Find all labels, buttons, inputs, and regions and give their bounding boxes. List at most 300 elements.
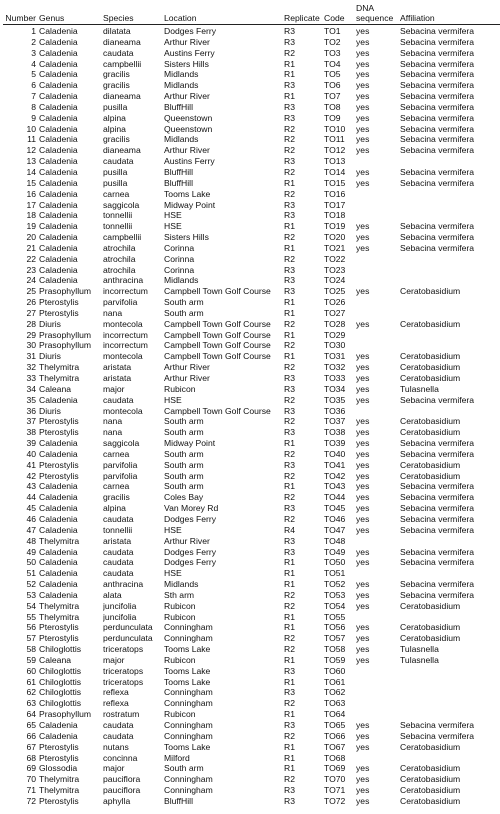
cell-location: Arthur River	[164, 373, 210, 383]
cell-genus: Thelymitra	[39, 373, 80, 383]
table-row	[3, 449, 500, 460]
cell-affiliation: Ceratobasidium	[400, 286, 461, 297]
cell-affiliation: Sebacina vermifera	[400, 448, 475, 459]
cell-location: Austins Ferry	[164, 47, 215, 58]
cell-dna-sequence	[356, 254, 400, 265]
cell-number: 30	[26, 340, 36, 351]
cell-affiliation: Ceratobasidium	[400, 373, 461, 383]
cell-genus: Chiloglottis	[39, 687, 82, 698]
cell-dna-sequence: yes	[356, 36, 370, 47]
cell-replicate: R1	[284, 741, 295, 752]
table-header	[3, 3, 500, 25]
cell-affiliation	[400, 698, 500, 709]
cell-number: 28	[26, 318, 36, 329]
cell-replicate: R1	[284, 579, 295, 590]
cell-location: Rubicon	[164, 654, 196, 665]
cell-species: campbellii	[103, 58, 142, 69]
cell-location: Queenstown	[164, 112, 213, 123]
cell-number: 41	[26, 459, 36, 470]
cell-affiliation	[400, 297, 500, 308]
cell-number: 29	[26, 329, 36, 340]
cell-dna-sequence: yes	[356, 448, 370, 459]
cell-location: Arthur River	[164, 145, 210, 156]
cell-species: alpina	[103, 112, 126, 123]
table-row	[3, 471, 500, 482]
cell-affiliation: Sebacina vermifera	[400, 720, 475, 730]
cell-species: perdunculata	[103, 622, 153, 633]
cell-number: 37	[26, 416, 36, 427]
cell-genus: Caladenia	[39, 232, 78, 243]
cell-number: 4	[31, 58, 36, 69]
cell-code: TO60	[324, 665, 346, 676]
header-row	[3, 3, 500, 25]
cell-location: Campbell Town Golf Course	[164, 351, 271, 362]
table-row	[3, 427, 500, 438]
table-row	[3, 48, 500, 59]
cell-genus: Caladenia	[39, 91, 78, 102]
cell-species: major	[103, 383, 125, 394]
cell-genus: Caladenia	[39, 36, 78, 47]
cell-affiliation: Ceratobasidium	[400, 795, 461, 806]
cell-number: 35	[26, 394, 36, 405]
cell-number: 65	[26, 720, 36, 730]
cell-genus: Pterostylis	[39, 470, 79, 481]
cell-species: atrochila	[103, 242, 136, 253]
cell-code: TO49	[324, 546, 346, 557]
cell-location: Midlands	[164, 69, 199, 80]
cell-code: TO56	[324, 622, 346, 633]
cell-affiliation	[400, 340, 500, 351]
cell-affiliation: Sebacina vermifera	[400, 26, 475, 36]
cell-species: pusilla	[103, 101, 128, 112]
cell-code: TO31	[324, 351, 346, 362]
cell-replicate: R3	[284, 156, 295, 167]
cell-dna-sequence	[356, 709, 400, 720]
cell-dna-sequence	[356, 297, 400, 308]
cell-affiliation: Ceratobasidium	[400, 622, 461, 633]
cell-code: TO26	[324, 297, 346, 308]
table-row	[3, 297, 500, 308]
cell-location: Tooms Lake	[164, 188, 211, 199]
table-row	[3, 774, 500, 785]
cell-replicate: R2	[284, 340, 295, 351]
cell-code: TO8	[324, 101, 341, 112]
cell-code: TO40	[324, 448, 346, 459]
cell-code: TO46	[324, 513, 346, 524]
cell-genus: Caladenia	[39, 210, 78, 221]
cell-genus: Pterostylis	[39, 307, 79, 318]
cell-genus: Caladenia	[39, 503, 78, 514]
cell-genus: Caleana	[39, 383, 72, 394]
cell-genus: Caladenia	[39, 579, 78, 590]
cell-location: Tooms Lake	[164, 665, 211, 676]
cell-species: juncifolia	[103, 611, 137, 622]
cell-affiliation: Ceratobasidium	[400, 741, 461, 752]
cell-species: nana	[103, 307, 123, 318]
cell-dna-sequence	[356, 210, 400, 221]
cell-affiliation: Sebacina vermifera	[400, 177, 475, 188]
table-row	[3, 720, 500, 731]
cell-replicate: R3	[284, 199, 295, 210]
cell-dna-sequence: yes	[356, 600, 370, 611]
cell-location: Sisters Hills	[164, 58, 209, 69]
cell-location: South arm	[164, 427, 204, 438]
cell-location: BluffHill	[164, 177, 193, 188]
cell-affiliation: Sebacina vermifera	[400, 524, 475, 535]
cell-number: 45	[26, 503, 36, 514]
cell-location: Campbell Town Golf Course	[164, 340, 271, 351]
cell-species: gracilis	[103, 69, 130, 80]
cell-number: 9	[31, 112, 36, 123]
cell-dna-sequence: yes	[356, 492, 370, 503]
cell-location: Coles Bay	[164, 492, 204, 503]
cell-replicate: R3	[284, 665, 295, 676]
cell-number: 51	[26, 568, 36, 579]
cell-dna-sequence: yes	[356, 644, 370, 655]
cell-affiliation: Sebacina vermifera	[400, 112, 475, 123]
cell-code: TO52	[324, 579, 346, 590]
cell-replicate: R1	[284, 676, 295, 687]
table-row	[3, 69, 500, 80]
cell-code: TO51	[324, 568, 346, 579]
cell-code: TO45	[324, 503, 346, 514]
cell-species: aristata	[103, 535, 132, 546]
cell-species: atrochila	[103, 253, 136, 264]
table-row	[3, 243, 500, 254]
cell-species: alata	[103, 589, 122, 600]
cell-code: TO32	[324, 362, 346, 373]
cell-number: 24	[26, 275, 36, 286]
cell-number: 23	[26, 264, 36, 275]
cell-genus: Caladenia	[39, 177, 78, 188]
cell-dna-sequence: yes	[356, 383, 370, 394]
cell-dna-sequence: yes	[356, 394, 370, 405]
cell-species: incorrectum	[103, 329, 148, 340]
cell-species: anthracina	[103, 579, 144, 590]
cell-species: aristata	[103, 373, 132, 383]
cell-dna-sequence: yes	[356, 58, 370, 69]
cell-affiliation: Sebacina vermifera	[400, 58, 475, 69]
cell-species: parvifolia	[103, 459, 138, 470]
cell-number: 63	[26, 698, 36, 709]
cell-dna-sequence: yes	[356, 177, 370, 188]
table-row	[3, 80, 500, 91]
cell-dna-sequence: yes	[356, 221, 370, 232]
cell-location: South arm	[164, 307, 204, 318]
header-number: Number	[5, 13, 36, 23]
cell-affiliation: Tulasnella	[400, 644, 439, 655]
cell-replicate: R1	[284, 329, 295, 340]
cell-code: TO16	[324, 188, 346, 199]
table-row	[3, 25, 500, 37]
cell-replicate: R2	[284, 188, 295, 199]
cell-number: 13	[26, 156, 36, 167]
cell-affiliation: Sebacina vermifera	[400, 513, 475, 524]
cell-genus: Caladenia	[39, 112, 78, 123]
cell-genus: Caleana	[39, 654, 72, 665]
cell-dna-sequence: yes	[356, 69, 370, 80]
cell-code: TO14	[324, 166, 346, 177]
table-body	[3, 25, 500, 807]
cell-genus: Thelymitra	[39, 611, 80, 622]
table-row	[3, 525, 500, 536]
header-code: Code	[324, 13, 345, 23]
cell-code: TO43	[324, 481, 346, 492]
cell-replicate: R4	[284, 524, 295, 535]
cell-code: TO69	[324, 763, 346, 774]
cell-location: BluffHill	[164, 101, 193, 112]
cell-affiliation: Sebacina vermifera	[400, 546, 475, 557]
cell-species: caudata	[103, 557, 134, 568]
cell-genus: Caladenia	[39, 123, 78, 134]
cell-replicate: R2	[284, 633, 295, 644]
cell-replicate: R3	[284, 535, 295, 546]
cell-code: TO30	[324, 340, 346, 351]
cell-affiliation: Ceratobasidium	[400, 785, 461, 796]
cell-replicate: R2	[284, 145, 295, 156]
cell-genus: Pterostylis	[39, 297, 79, 308]
table-row	[3, 113, 500, 124]
cell-species: dianeama	[103, 145, 141, 156]
cell-dna-sequence: yes	[356, 242, 370, 253]
cell-species: caudata	[103, 568, 134, 579]
cell-replicate: R3	[284, 427, 295, 438]
cell-dna-sequence	[356, 265, 400, 276]
cell-affiliation	[400, 568, 500, 579]
cell-location: Tooms Lake	[164, 676, 211, 687]
cell-location: Corinna	[164, 253, 195, 264]
cell-affiliation	[400, 687, 500, 698]
cell-number: 19	[26, 221, 36, 232]
cell-number: 39	[26, 438, 36, 449]
table-row	[3, 731, 500, 742]
cell-replicate: R1	[284, 611, 295, 622]
cell-species: incorrectum	[103, 286, 148, 297]
cell-location: Conningham	[164, 730, 213, 741]
cell-dna-sequence: yes	[356, 589, 370, 600]
cell-replicate: R2	[284, 394, 295, 405]
cell-species: caudata	[103, 47, 134, 58]
cell-code: TO20	[324, 232, 346, 243]
cell-code: TO21	[324, 242, 346, 253]
cell-number: 25	[26, 286, 36, 297]
cell-affiliation: Sebacina vermifera	[400, 134, 475, 145]
table-row	[3, 796, 500, 807]
cell-number: 21	[26, 242, 36, 253]
cell-affiliation: Ceratobasidium	[400, 774, 461, 785]
cell-number: 15	[26, 177, 36, 188]
cell-number: 26	[26, 297, 36, 308]
cell-genus: Caladenia	[39, 557, 78, 568]
cell-location: South arm	[164, 416, 204, 427]
cell-replicate: R1	[284, 568, 295, 579]
cell-affiliation: Sebacina vermifera	[400, 730, 475, 741]
table-row	[3, 340, 500, 351]
cell-dna-sequence: yes	[356, 123, 370, 134]
table-row	[3, 579, 500, 590]
cell-affiliation: Sebacina vermifera	[400, 101, 475, 112]
cell-number: 33	[26, 373, 36, 383]
cell-species: triceratops	[103, 676, 144, 687]
table-row	[3, 406, 500, 417]
cell-number: 22	[26, 253, 36, 264]
table-row	[3, 687, 500, 698]
cell-location: Rubicon	[164, 383, 196, 394]
cell-dna-sequence: yes	[356, 654, 370, 665]
cell-code: TO37	[324, 416, 346, 427]
cell-location: BluffHill	[164, 166, 193, 177]
cell-dna-sequence: yes	[356, 47, 370, 58]
cell-code: TO25	[324, 286, 346, 297]
cell-affiliation	[400, 536, 500, 547]
table-row	[3, 37, 500, 48]
cell-replicate: R2	[284, 513, 295, 524]
table-row	[3, 156, 500, 167]
cell-number: 55	[26, 611, 36, 622]
cell-replicate: R3	[284, 405, 295, 416]
cell-dna-sequence	[356, 568, 400, 579]
cell-species: carnea	[103, 481, 130, 492]
cell-replicate: R2	[284, 589, 295, 600]
cell-dna-sequence: yes	[356, 459, 370, 470]
cell-species: nutans	[103, 741, 129, 752]
cell-genus: Caladenia	[39, 58, 78, 69]
table-row	[3, 677, 500, 688]
table-row	[3, 59, 500, 70]
table-row	[3, 666, 500, 677]
cell-species: montecola	[103, 405, 143, 416]
cell-species: dianeama	[103, 36, 141, 47]
cell-code: TO72	[324, 795, 346, 806]
cell-dna-sequence: yes	[356, 774, 370, 785]
cell-genus: Caladenia	[39, 513, 78, 524]
cell-species: reflexa	[103, 698, 129, 709]
cell-species: montecola	[103, 318, 143, 329]
table-row	[3, 254, 500, 265]
cell-number: 61	[26, 676, 36, 687]
cell-dna-sequence: yes	[356, 763, 370, 774]
cell-code: TO3	[324, 47, 341, 58]
cell-location: Dodges Ferry	[164, 546, 217, 557]
cell-location: Midway Point	[164, 438, 216, 449]
cell-genus: Caladenia	[39, 199, 78, 210]
cell-genus: Pterostylis	[39, 459, 79, 470]
cell-number: 62	[26, 687, 36, 698]
cell-replicate: R3	[284, 373, 295, 383]
cell-species: gracilis	[103, 80, 130, 91]
cell-code: TO57	[324, 633, 346, 644]
cell-affiliation: Sebacina vermifera	[400, 242, 475, 253]
cell-genus: Caladenia	[39, 720, 78, 730]
table-row	[3, 742, 500, 753]
cell-number: 36	[26, 405, 36, 416]
cell-replicate: R1	[284, 242, 295, 253]
cell-affiliation: Sebacina vermifera	[400, 481, 475, 492]
cell-genus: Prasophyllum	[39, 329, 92, 340]
cell-location: Conningham	[164, 774, 213, 785]
cell-dna-sequence	[356, 698, 400, 709]
cell-dna-sequence: yes	[356, 232, 370, 243]
cell-affiliation: Sebacina vermifera	[400, 221, 475, 232]
cell-affiliation	[400, 753, 500, 764]
cell-number: 66	[26, 730, 36, 741]
cell-affiliation: Tulasnella	[400, 654, 439, 665]
cell-affiliation	[400, 200, 500, 211]
cell-genus: Caladenia	[39, 145, 78, 156]
cell-dna-sequence: yes	[356, 91, 370, 102]
cell-genus: Glossodia	[39, 763, 78, 774]
table-row	[3, 265, 500, 276]
table-row	[3, 709, 500, 720]
cell-affiliation: Ceratobasidium	[400, 470, 461, 481]
cell-replicate: R1	[284, 481, 295, 492]
cell-genus: Prasophyllum	[39, 286, 92, 297]
cell-dna-sequence: yes	[356, 622, 370, 633]
header-dna-sequence: DNA sequence	[356, 3, 394, 23]
cell-replicate: R1	[284, 297, 295, 308]
cell-location: Campbell Town Golf Course	[164, 318, 271, 329]
header-species: Species	[103, 13, 134, 23]
orchid-sample-table	[3, 3, 500, 807]
cell-code: TO54	[324, 600, 346, 611]
cell-genus: Chiloglottis	[39, 665, 82, 676]
cell-code: TO58	[324, 644, 346, 655]
table-row	[3, 481, 500, 492]
cell-replicate: R1	[284, 307, 295, 318]
cell-genus: Caladenia	[39, 546, 78, 557]
cell-genus: Pterostylis	[39, 752, 79, 763]
cell-affiliation: Sebacina vermifera	[400, 492, 475, 503]
cell-number: 5	[31, 69, 36, 80]
cell-location: Midlands	[164, 275, 199, 286]
cell-number: 59	[26, 654, 36, 665]
cell-number: 16	[26, 188, 36, 199]
cell-dna-sequence: yes	[356, 557, 370, 568]
cell-species: dianeama	[103, 91, 141, 102]
cell-code: TO53	[324, 589, 346, 600]
cell-replicate: R3	[284, 795, 295, 806]
cell-code: TO18	[324, 210, 346, 221]
cell-dna-sequence: yes	[356, 546, 370, 557]
header-location: Location	[164, 13, 197, 23]
cell-dna-sequence: yes	[356, 741, 370, 752]
table-row	[3, 330, 500, 341]
cell-replicate: R2	[284, 362, 295, 373]
cell-number: 34	[26, 383, 36, 394]
cell-location: HSE	[164, 394, 182, 405]
cell-replicate: R2	[284, 730, 295, 741]
cell-code: TO35	[324, 394, 346, 405]
cell-number: 56	[26, 622, 36, 633]
cell-dna-sequence: yes	[356, 26, 370, 36]
table-row	[3, 178, 500, 189]
cell-species: campbellii	[103, 232, 142, 243]
cell-location: Conningham	[164, 687, 213, 698]
cell-affiliation: Sebacina vermifera	[400, 579, 475, 590]
table-row	[3, 622, 500, 633]
cell-code: TO44	[324, 492, 346, 503]
cell-number: 60	[26, 665, 36, 676]
cell-replicate: R3	[284, 383, 295, 394]
table-row	[3, 536, 500, 547]
cell-number: 32	[26, 362, 36, 373]
cell-number: 48	[26, 535, 36, 546]
cell-genus: Caladenia	[39, 492, 78, 503]
cell-genus: Chiloglottis	[39, 644, 82, 655]
cell-location: South arm	[164, 481, 204, 492]
cell-number: 54	[26, 600, 36, 611]
table-row	[3, 416, 500, 427]
